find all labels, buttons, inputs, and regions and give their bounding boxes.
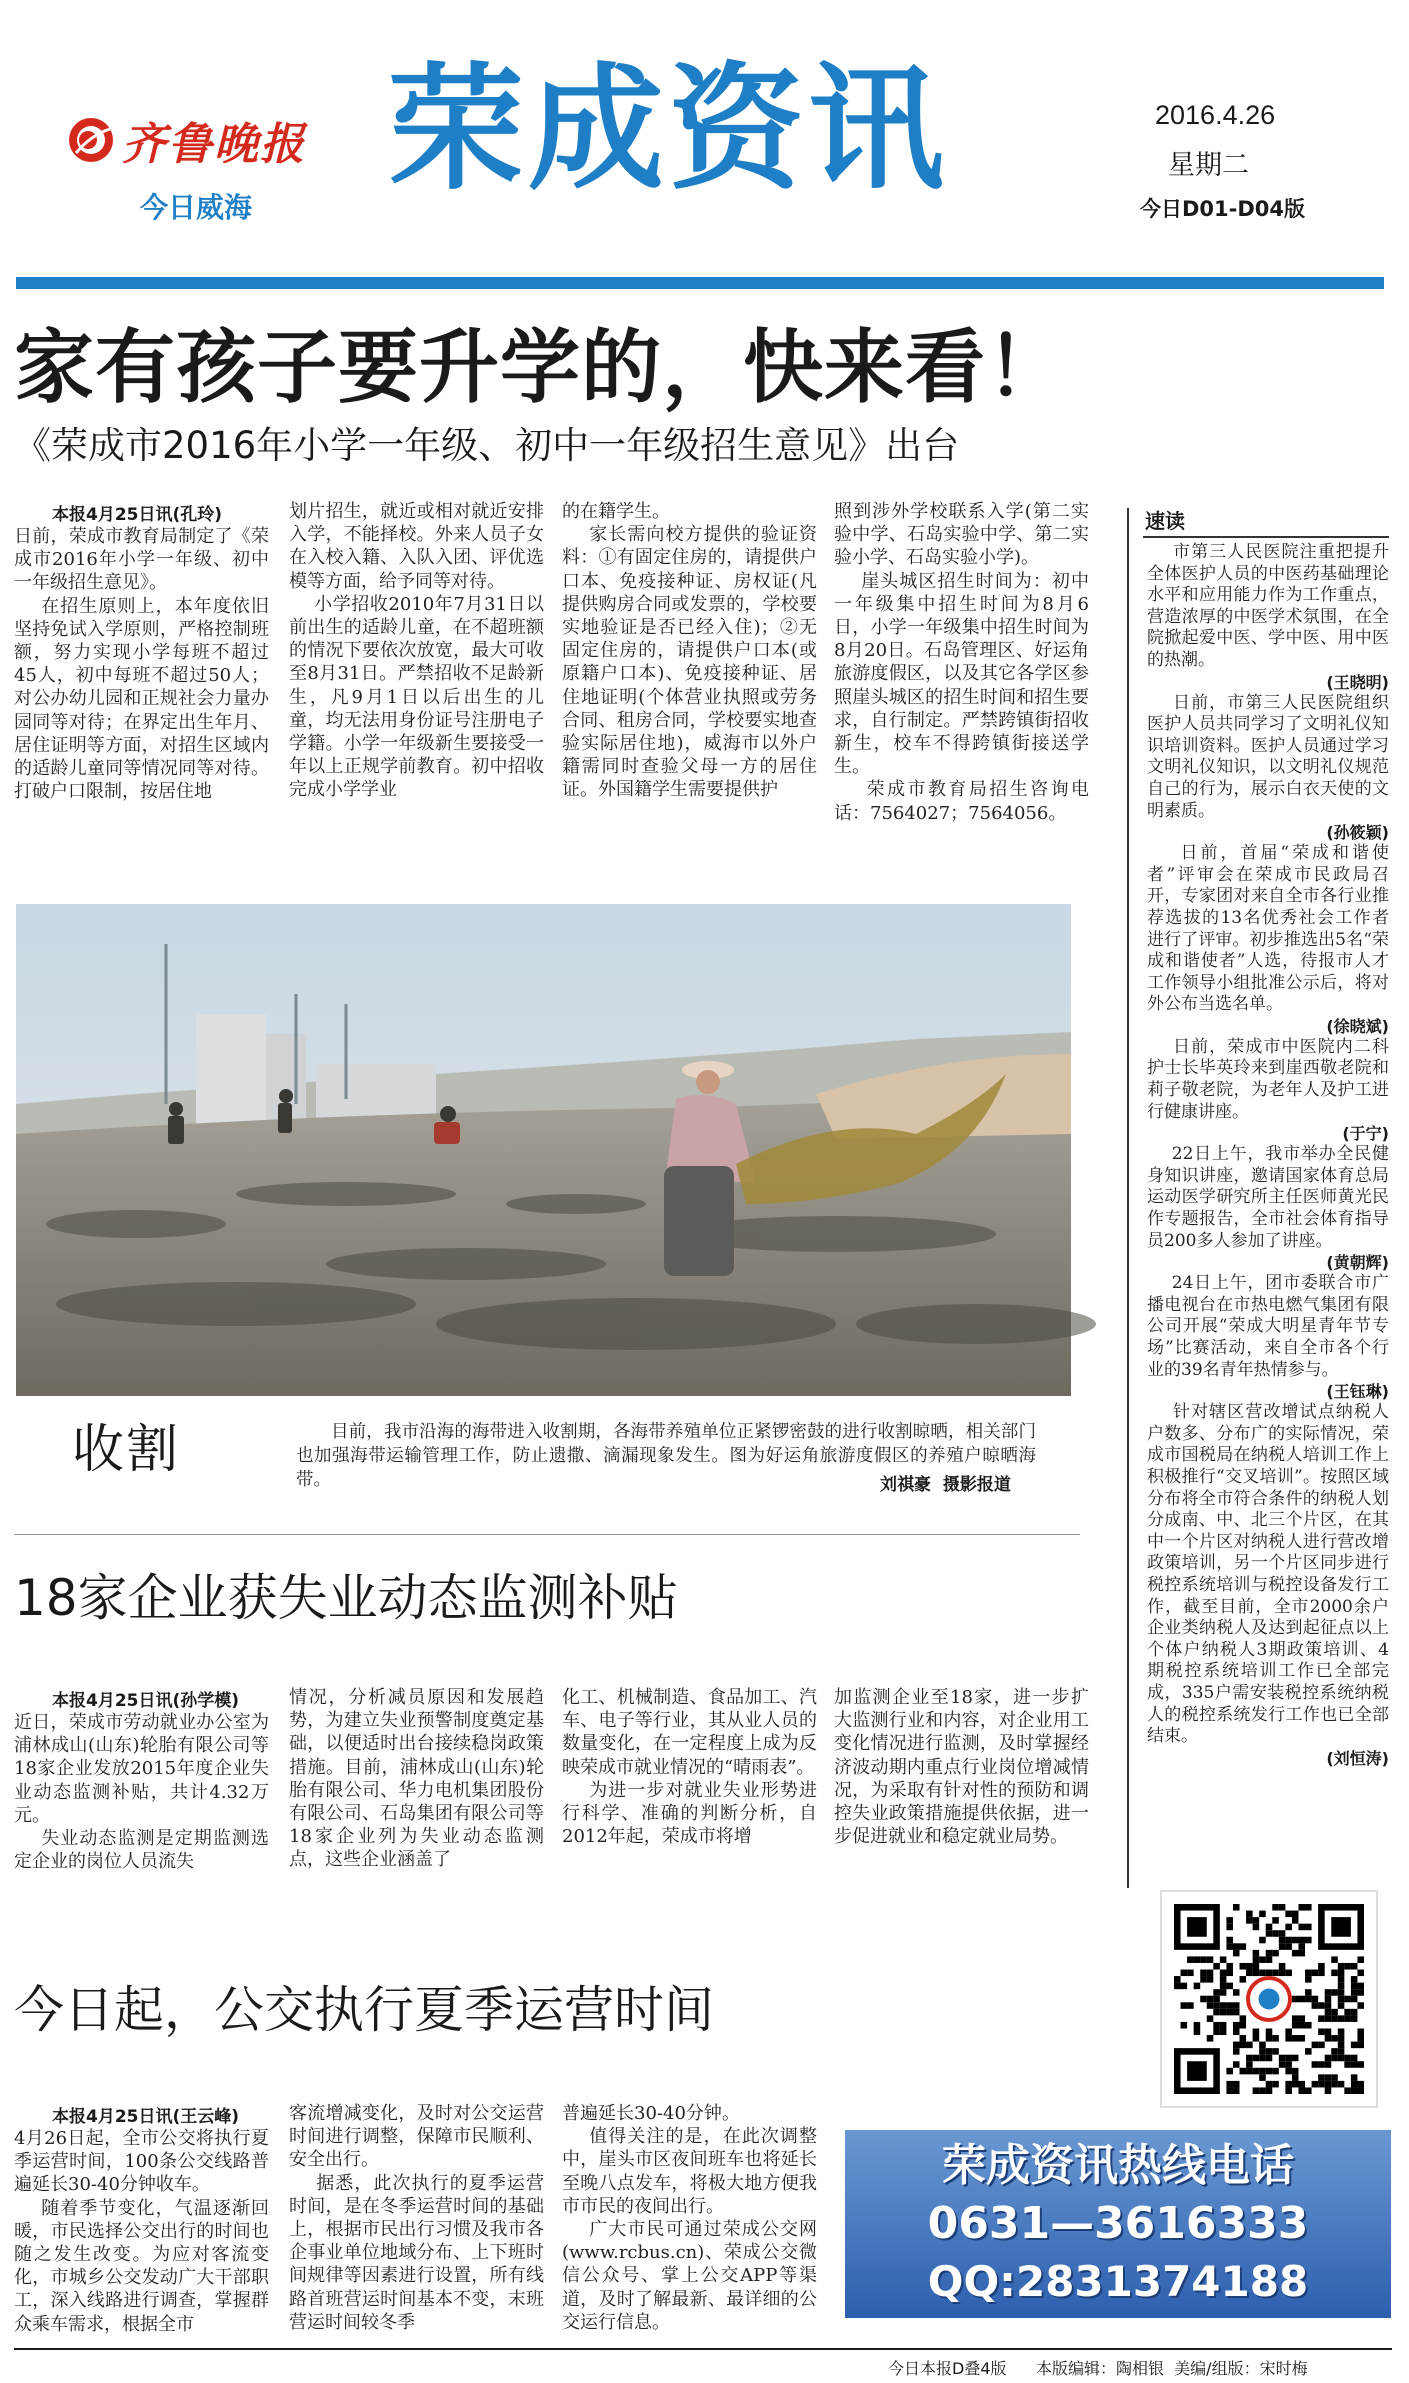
hotline-phone: 0631—3616333	[927, 2198, 1309, 2249]
news-brief-item	[1147, 542, 1389, 693]
news-brief-item	[1147, 693, 1389, 844]
lead-byline: 本报4月25日讯(孔玲)	[52, 505, 223, 525]
story2-text-3: 化工、机械制造、食品加工、汽车、电子等行业，其从业人员的数量变化，在一定程度上成为反映荣成市就业情况的“晴雨表”。 为进一步对就业失业形势进行科学、准确的判断分析，自2012年起，荣成市将增	[562, 1687, 817, 1848]
lead-column-4	[834, 500, 1089, 841]
news-brief-credit: (于宁)	[1342, 1124, 1389, 1144]
news-brief-item	[1147, 1273, 1389, 1402]
lead-text-2: 划片招生，就近或相对就近安排入学，不能择校。外来人员子女在入校入籍、入队入团、评优选模等方面，给予同等对待。 小学招收2010年7月31日以前出生的适龄儿童，在不超班额的情况下要依次放宽，最大可收至8月31日。严禁招收不足龄新生，凡9月1日以后出生的儿童，均无法用身份证号注册电子学籍。小学一年级新生要接受一年以上正规学前教育。初中招收完成小学学业	[289, 501, 544, 801]
masthead	[0, 0, 1409, 285]
lead-text-1: 日前，荣成市教育局制定了《荣成市2016年小学一年级、初中一年级招生意见》。 在招生原则上，本年度依旧坚持免试入学原则，严格控制班额，努力实现小学每班不超过45人，初中每班不超过50人；对公办幼儿园和正规社会力量办园同等对待；在界定出生年月、居住证明等方面，对招生区域内的适龄儿童同等情况同等对待。打破户口限制，按居住地	[14, 526, 269, 803]
news-brief-credit: (刘恒涛)	[1326, 1748, 1389, 1768]
news-brief-credit: (黄朝辉)	[1326, 1253, 1389, 1273]
story2-column-4	[834, 1686, 1089, 1872]
news-brief-credit: (孙筱颖)	[1326, 823, 1389, 843]
lead-headline: 家有孩子要升学的，快来看！	[14, 321, 1067, 414]
photo-label: 收割	[72, 1420, 181, 1480]
hotline-title: 荣成资讯热线电话	[942, 2140, 1294, 2191]
sunburst-logo-icon	[66, 115, 116, 165]
news-brief-item	[1147, 1402, 1389, 1769]
story3-body	[14, 2102, 834, 2344]
issue-date: 2016.4.26	[1155, 100, 1276, 130]
story2-text-4: 加监测企业至18家，进一步扩大监测行业和内容，对企业用工变化情况进行监测，及时掌握经济波动期内重点行业岗位增减情况，为采取有针对性的预防和调控失业政策措施提供依据，进一步促进就业和稳定就业局势。	[834, 1687, 1089, 1848]
story3-headline: 今日起，公交执行夏季运营时间	[14, 1981, 714, 2039]
paper-logo-text: 齐鲁晚报	[122, 119, 306, 170]
lead-body	[14, 500, 1090, 840]
hotline-banner	[845, 2130, 1391, 2318]
news-brief-credit: (徐晓斌)	[1326, 1016, 1389, 1036]
lead-column-3	[562, 500, 817, 841]
news-brief-credit: (王钰琳)	[1326, 1382, 1389, 1402]
harvest-photo	[16, 904, 1071, 1396]
story3-byline: 本报4月25日讯(王云峰)	[52, 2107, 240, 2127]
story3-column-3	[562, 2102, 817, 2335]
issue-weekday: 星期二	[1168, 150, 1249, 181]
story3-column-1	[14, 2102, 269, 2337]
news-brief-item	[1147, 1144, 1389, 1273]
story2-byline: 本报4月25日讯(孙学模)	[52, 1691, 240, 1711]
masthead-rule	[16, 277, 1384, 289]
photo-caption: 目前，我市沿海的海带进入收割期，各海带养殖单位正紧锣密鼓的进行收割晾晒，相关部门也加强海带运输管理工作，防止遗撒、滴漏现象发生。图为好运角旅游度假区的养殖户晾晒海带。	[296, 1422, 1036, 1490]
news-brief-text: 日前，荣成市中医院内二科护士长毕英玲来到崖西敬老院和莉子敬老院，为老年人及护工进行健康讲座。	[1147, 1036, 1389, 1122]
story3-text-1: 4月26日起，全市公交将执行夏季运营时间，100条公交线路普遍延长30-40分钟收车。 随着季节变化，气温逐渐回暖，市民选择公交出行的时间也随之发生改变。为应对客流变化，市城乡公交发动广大干部职工，深入线路进行调查，掌握群众乘车需求，根据全市	[14, 2128, 269, 2335]
paper-logo	[66, 108, 306, 172]
lead-subheadline: 《荣成市2016年小学一年级、初中一年级招生意见》出台	[14, 424, 960, 467]
divider	[14, 1534, 1080, 1535]
lead-column-2	[289, 500, 544, 841]
news-brief-heading-text: 速读	[1145, 509, 1185, 533]
story2-text-1: 近日，荣成市劳动就业办公室为浦林成山(山东)轮胎有限公司等18家企业发放2015年度企业失业动态监测补贴，共计4.32万元。 失业动态监测是定期监测选定企业的岗位人员流失	[14, 1712, 269, 1873]
news-brief-credit: (王晓明)	[1326, 672, 1389, 692]
story3-text-3: 普遍延长30-40分钟。 值得关注的是，在此次调整中，崖头市区夜间班车也将延长至晚八点发车，将极大地方便我市市民的夜间出行。 广大市民可通过荣成公交网(www.rcbus.cn)、荣成公交微信公众号、掌上公交APP等渠道，及时了解最新、最详细的公交运行信息。	[562, 2103, 817, 2333]
story3-column-2	[289, 2102, 544, 2335]
news-brief-text: 24日上午，团市委联合市广播电视台在市热电燃气集团有限公司开展“荣成大明星青年节专场”比赛活动，来自全市各个行业的39名青年热情参与。	[1147, 1273, 1389, 1380]
news-brief-heading	[1143, 508, 1389, 538]
story2-column-3	[562, 1686, 817, 1872]
section-title: 荣成资讯	[388, 51, 948, 209]
edition-label: 今日威海	[140, 191, 253, 224]
story2-headline: 18家企业获失业动态监测补贴	[14, 1569, 678, 1627]
qr-code	[1160, 1890, 1378, 2108]
lead-text-3: 的在籍学生。 家长需向校方提供的验证资料：①有固定住房的，请提供户口本、免疫接种证、房权证(凡提供购房合同或发票的，学校要实地验证是否已经入住)；②无固定住房的，请提供户口本(或原籍户口本)、免疫接种证、居住地证明(个体营业执照或劳务合同、租房合同，学校要实地查验实际居住地)，威海市以外户籍需同时查验父母一方的居住证。外国籍学生需要提供护	[562, 501, 817, 801]
news-brief-text: 22日上午，我市举办全民健身知识讲座，邀请国家体育总局运动医学研究所主任医师黄光民作专题报告，全市社会体育指导员200多人参加了讲座。	[1147, 1144, 1389, 1251]
news-brief-text: 针对辖区营改增试点纳税人户数多、分布广的实际情况，荣成市国税局在纳税人培训工作上积极推行“交叉培训”。按照区域分布将全市符合条件的纳税人划分成南、中、北三个片区，在其中一个片区对纳税人进行营改增政策培训，另一个片区同步进行税控系统培训与税控设备发行工作，截至目前，全市2000余户企业类纳税人及达到起征点以上个体户纳税人3期政策培训、4期税控系统培训工作已全部完成，335户需安装税控系统纳税人的税控系统发行工作也已全部结束。	[1147, 1402, 1389, 1747]
lead-column-1	[14, 500, 269, 843]
hotline-qq: QQ:2831374188	[927, 2257, 1309, 2306]
news-brief-item	[1147, 1037, 1389, 1144]
story2-column-2	[289, 1686, 544, 1872]
news-brief-text: 市第三人民医院注重把提升全体医护人员的中医药基础理论水平和应用能力作为工作重点，营造浓厚的中医学术氛围，在全院掀起爱中医、学中医、用中医的热潮。	[1147, 542, 1389, 670]
footer-rule	[14, 2348, 1392, 2350]
news-brief-sidebar	[1127, 508, 1389, 1888]
qr-code-icon	[1174, 1904, 1364, 2094]
news-brief-text: 日前，首届“荣成和谐使者”评审会在荣成市民政局召开，专家团对来自全市各行业推荐选拔的13名优秀社会工作者进行了评审。初步推选出5名“荣成和谐使者”人选，待报市人才工作领导小组批准公示后，将对外公布当选名单。	[1147, 843, 1389, 1015]
news-brief-text: 日前，市第三人民医院组织医护人员共同学习了文明礼仪知识培训资料。医护人员通过学习文明礼仪知识，以文明礼仪规范自己的行为，展示白衣天使的文明素质。	[1147, 692, 1389, 821]
footer-editor: 本版编辑：陶相银 美编/组版：宋时梅	[1036, 2359, 1308, 2378]
news-brief-list	[1129, 538, 1389, 1769]
story2-column-1	[14, 1686, 269, 1873]
kelp-harvest-photo-image	[16, 904, 1071, 1396]
story2-body	[14, 1686, 1089, 1886]
story2-text-2: 情况，分析减员原因和发展趋势，为建立失业预警制度奠定基础，以便适时出台接续稳岗政策措施。目前，浦林成山(山东)轮胎有限公司、华力电机集团股份有限公司、石岛集团有限公司等18家企业列为失业动态监测点，这些企业涵盖了	[289, 1687, 544, 1871]
photo-credit: 刘祺豪 摄影报道	[880, 1475, 1011, 1495]
issue-pages: 今日D01-D04版	[1140, 197, 1306, 221]
lead-text-4: 照到涉外学校联系入学(第二实验中学、石岛实验中学、第二实验小学、石岛实验小学)。 崖头城区招生时间为：初中一年级集中招生时间为8月6日，小学一年级集中招生时间为8月20日。石岛管理区、好运角旅游度假区，以及其它各学区参照崖头城区的招生时间和招生要求，自行制定。严禁跨镇街招收新生，校车不得跨镇街接送学生。 荣成市教育局招生咨询电话：7564027；7564056。	[834, 501, 1090, 824]
news-brief-item	[1147, 843, 1389, 1037]
footer-edition: 今日本报D叠4版	[888, 2359, 1007, 2378]
story3-text-2: 客流增减变化，及时对公交运营时间进行调整，保障市民顺利、安全出行。 据悉，此次执行的夏季运营时间，是在冬季运营时间的基础上，根据市民出行习惯及我市各企事业单位地域分布、上下班时间规律等因素进行设置，所有线路首班营运时间基本不变，末班营运时间较冬季	[289, 2103, 544, 2333]
